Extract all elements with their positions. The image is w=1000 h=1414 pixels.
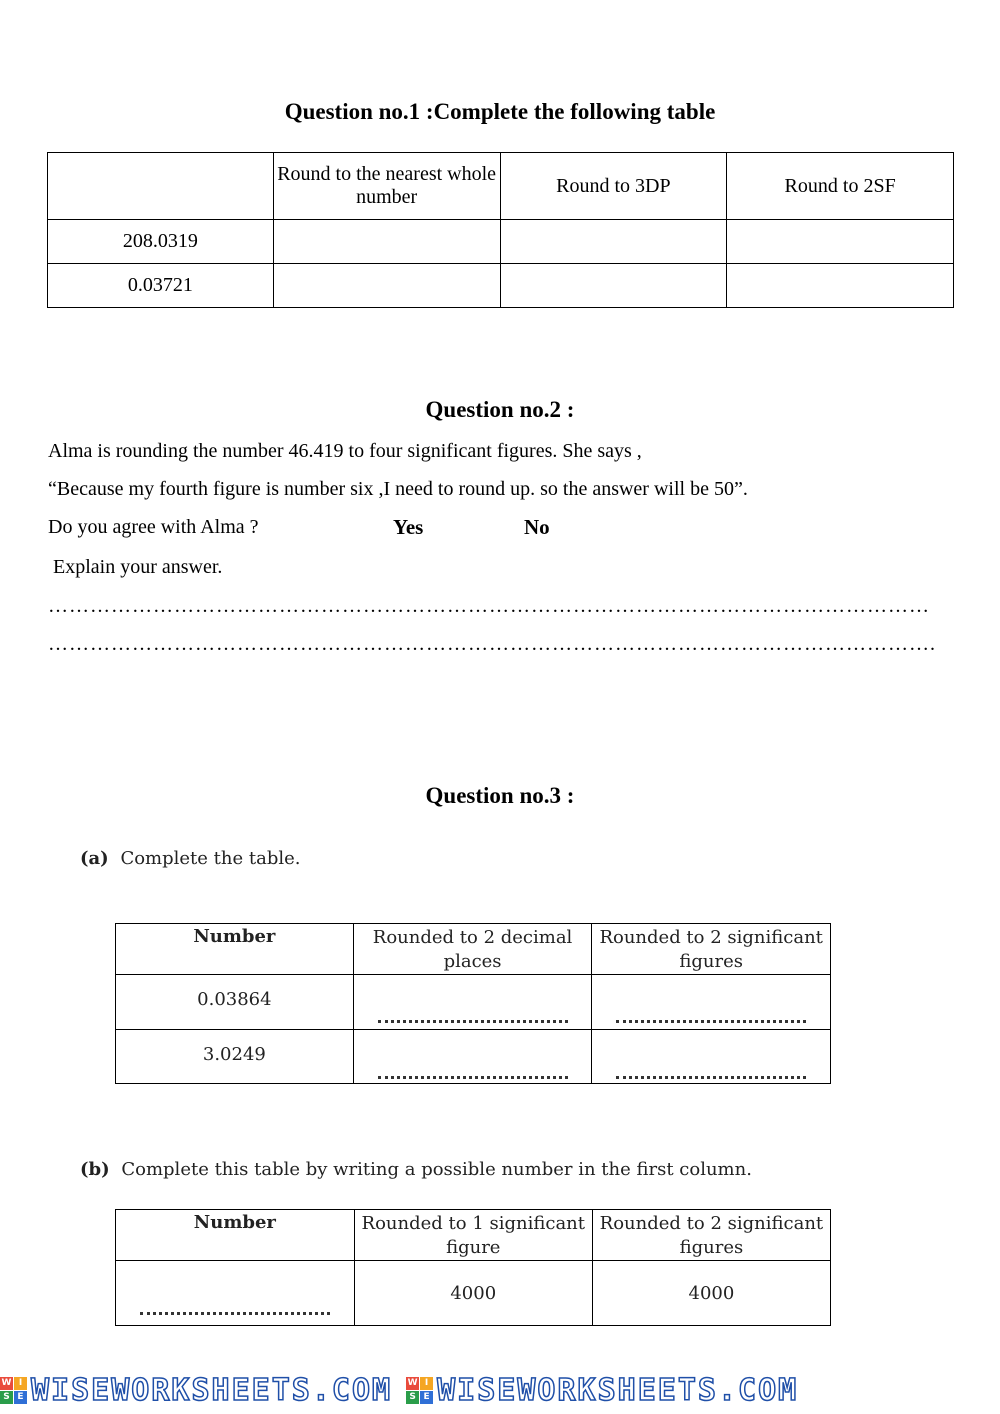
q2-statement-line: Alma is rounding the number 46.419 to four significant figures. She says , [48, 440, 642, 462]
q3b-header-number: Number [116, 1210, 355, 1261]
q2-question-line: Do you agree with Alma ? [48, 516, 259, 538]
wise-square-icon: W I S E [406, 1377, 433, 1404]
q1-header-blank [48, 153, 274, 220]
q1-answer-cell[interactable] [273, 264, 500, 308]
q2-quote-line: “Because my fourth figure is number six ,I need to round up. so the answer will be 50”. [48, 478, 748, 500]
q3a-header-number: Number [116, 924, 354, 975]
q3b-header-1sf: Rounded to 1 significant figure [354, 1210, 592, 1261]
wise-square-icon: W I S E [0, 1377, 27, 1404]
q1-header-whole: Round to the nearest whole number [273, 153, 500, 220]
answer-line[interactable]: ………………………………………………………………………………………………………………. [48, 633, 936, 655]
q3a-answer-cell[interactable] [353, 1030, 592, 1084]
q1-answer-cell[interactable] [500, 264, 727, 308]
q1-answer-cell[interactable] [727, 264, 954, 308]
q2-explain-prompt: Explain your answer. [53, 556, 223, 578]
q3b-instruction [80, 1159, 752, 1180]
question-1-title: Question no.1 :Complete the following table [284, 99, 716, 124]
q3a-answer-cell[interactable] [592, 1030, 831, 1084]
q3b-value-cell: 4000 [592, 1261, 830, 1326]
q3a-answer-cell[interactable] [592, 975, 831, 1030]
brand-text: WISEWORKSHEETS.COM [31, 1373, 393, 1408]
question-3-title: Question no.3 : [425, 783, 575, 808]
q3b-text: Complete this table by writing a possible number in the first column. [121, 1159, 752, 1180]
q3b-number-answer-cell[interactable] [116, 1261, 355, 1326]
q3a-number-cell: 3.0249 [116, 1030, 354, 1084]
q1-answer-cell[interactable] [273, 220, 500, 264]
q3b-header-2sf: Rounded to 2 significant figures [592, 1210, 830, 1261]
footer-watermark [0, 1372, 1000, 1414]
q3a-instruction [80, 848, 300, 869]
q1-answer-cell[interactable] [727, 220, 954, 264]
q3b-table [115, 1209, 831, 1326]
question-2-title: Question no.2 : [425, 397, 575, 422]
wiseworksheets-logo [0, 1373, 392, 1408]
q1-row-label: 0.03721 [48, 264, 274, 308]
q3a-header-2sf: Rounded to 2 significant figures [592, 924, 831, 975]
q3a-answer-cell[interactable] [353, 975, 592, 1030]
q1-answer-cell[interactable] [500, 220, 727, 264]
yes-option[interactable]: Yes [393, 515, 424, 539]
q1-row-label: 208.0319 [48, 220, 274, 264]
q3a-text: Complete the table. [120, 848, 301, 869]
wiseworksheets-logo [406, 1373, 798, 1408]
q3a-header-2dp: Rounded to 2 decimal places [353, 924, 592, 975]
q1-table [47, 152, 954, 308]
q3b-value-cell: 4000 [354, 1261, 592, 1326]
q1-header-2sf: Round to 2SF [727, 153, 954, 220]
brand-text: WISEWORKSHEETS.COM [437, 1373, 799, 1408]
q3a-label: (a) [80, 848, 109, 869]
q1-header-3dp: Round to 3DP [500, 153, 727, 220]
q3a-table [115, 923, 831, 1084]
q3a-number-cell: 0.03864 [116, 975, 354, 1030]
q3b-label: (b) [80, 1159, 110, 1180]
answer-line[interactable]: ……………………………………………………………………………………………………………… [48, 595, 930, 617]
no-option[interactable]: No [524, 515, 550, 539]
